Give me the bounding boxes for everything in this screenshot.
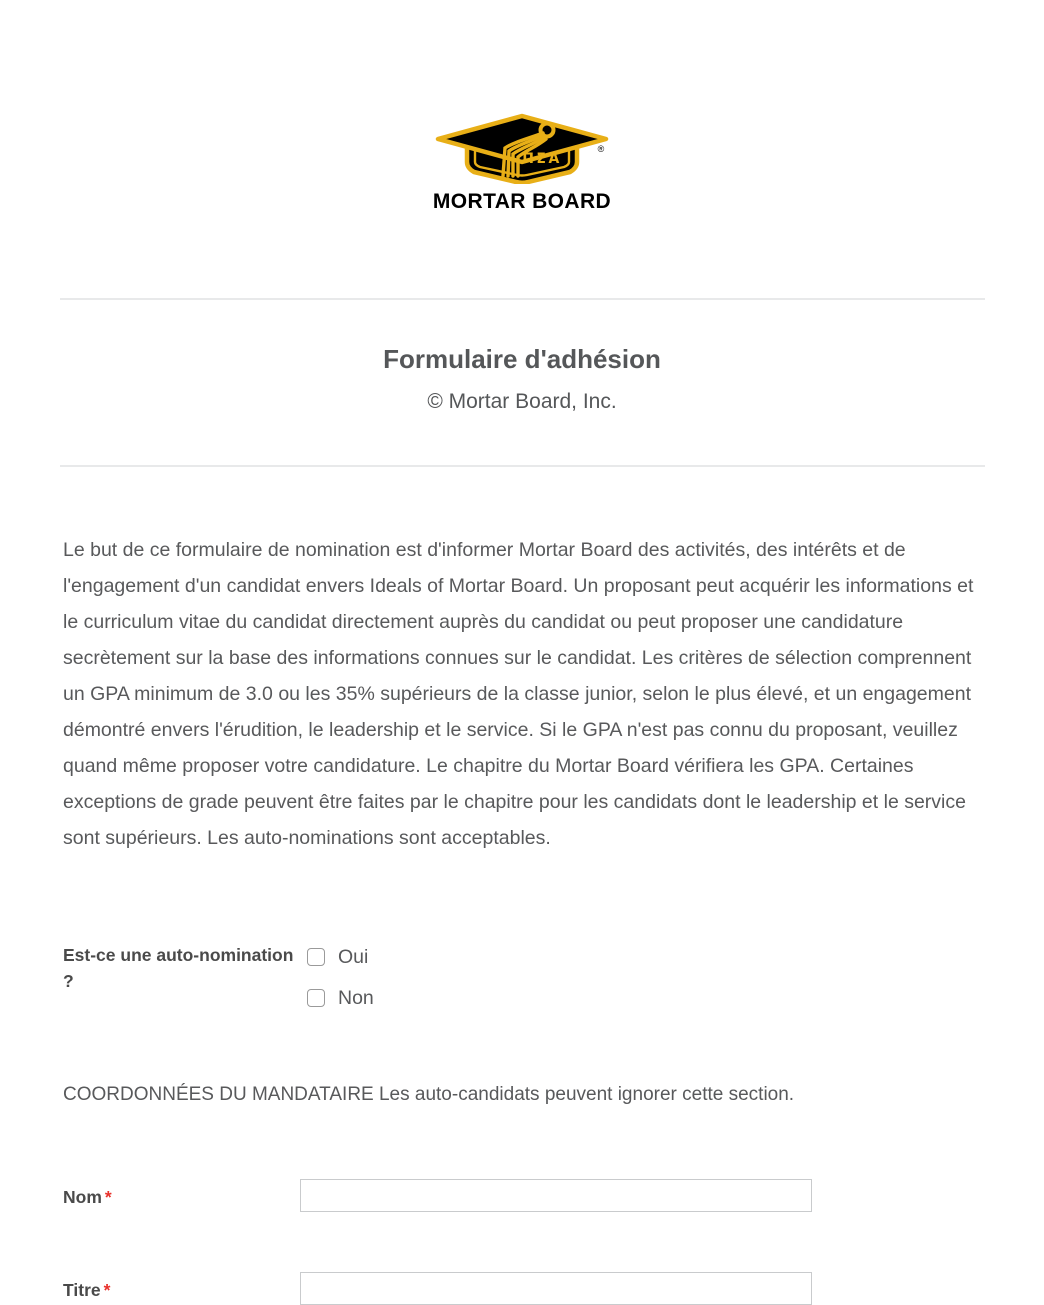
titre-input[interactable] — [300, 1272, 812, 1305]
titre-label — [63, 1272, 300, 1301]
mortarboard-cap-icon — [434, 112, 610, 184]
self-nomination-question — [63, 936, 983, 1018]
titre-required-marker: * — [103, 1280, 111, 1300]
proxy-section-note: COORDONNÉES DU MANDATAIRE Les auto-candidats peuvent ignorer cette section. — [63, 1084, 795, 1105]
intro-paragraph: Le but de ce formulaire de nomination est d'informer Mortar Board des activités, des intérêts et de l'engagement d'un candidat envers Ideals of Mortar Board. Un proposant peut acquérir les informations et le curriculum vitae du candidat directement auprès du candidat ou peut proposer une candidature secrètement sur la base des informations connues sur le candidat. Les critères de sélection comprennent un GPA minimum de 3.0 ou les 35% supérieurs de la classe junior, selon le plus élevé, et un engagement démontré envers l'érudition, le leadership et le service. Si le GPA n'est pas connu du proposant, veuillez quand même proposer votre candidature. Le chapitre du Mortar Board vérifiera les GPA. Certaines exceptions de grade peuvent être faites par le chapitre pour les candidats dont le leadership et le service sont supérieurs. Les auto-nominations sont acceptables. — [63, 538, 974, 849]
field-row-nom — [63, 1179, 983, 1212]
choice-oui[interactable] — [307, 936, 983, 977]
choice-oui-label: Oui — [338, 945, 369, 968]
page-title: Formulaire d'adhésion — [383, 344, 661, 374]
choice-non[interactable] — [307, 977, 983, 1018]
checkbox-oui-icon[interactable] — [307, 948, 325, 966]
logo-wordmark: MORTAR BOARD — [432, 190, 612, 213]
choice-non-label: Non — [338, 986, 374, 1009]
greek-letters-label: ΠΣΑ — [522, 151, 562, 167]
registered-trademark-icon: ® — [597, 144, 605, 154]
self-nomination-label: Est-ce une auto-nomination ? — [63, 945, 294, 991]
nom-label-text: Nom — [63, 1187, 102, 1207]
titre-label-text: Titre — [63, 1280, 101, 1300]
form-header — [0, 340, 1044, 418]
mortar-board-logo — [0, 112, 1044, 214]
checkbox-non-icon[interactable] — [307, 989, 325, 1007]
nom-input[interactable] — [300, 1179, 812, 1212]
nom-label — [63, 1179, 300, 1208]
self-nomination-choices — [298, 936, 983, 1018]
nom-required-marker: * — [104, 1187, 112, 1207]
field-row-titre — [63, 1272, 983, 1305]
page-subtitle: © Mortar Board, Inc. — [427, 390, 617, 413]
divider-bottom — [60, 465, 985, 467]
divider-top — [60, 298, 985, 300]
